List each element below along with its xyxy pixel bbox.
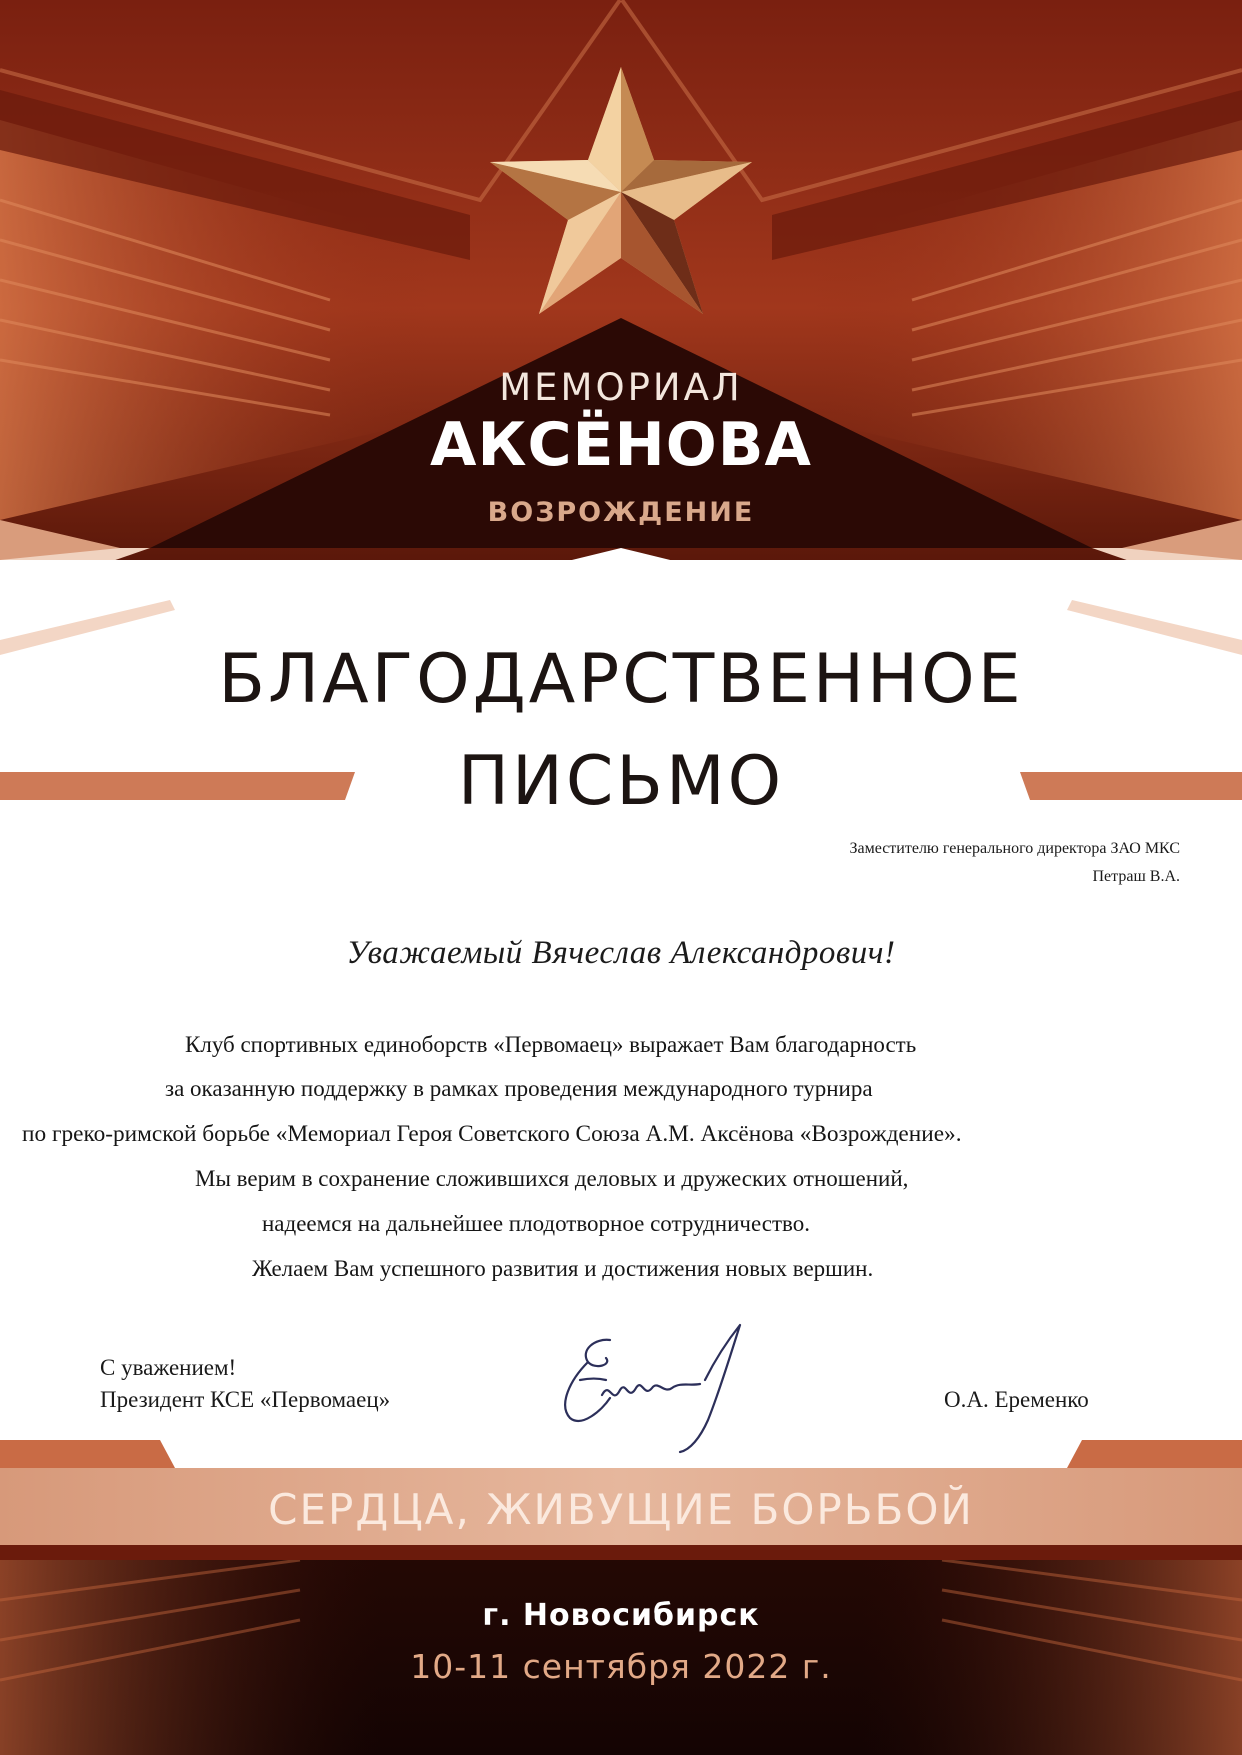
handwritten-signature [540, 1310, 770, 1460]
star-icon [480, 62, 762, 320]
body-line: по греко-римской борьбе «Мемориал Героя Советского Союза А.М. Аксёнова «Возрождение». [22, 1121, 962, 1147]
greeting: Уважаемый Вячеслав Александрович! [346, 935, 896, 971]
signer-title: Президент КСЕ «Первомаец» [100, 1387, 391, 1412]
event-city: г. Новосибирск [482, 1598, 760, 1633]
slogan-banner: СЕРДЦА, ЖИВУЩИЕ БОРЬБОЙ [268, 1485, 974, 1534]
event-kicker: МЕМОРИАЛ [499, 366, 743, 409]
event-name: АКСЁНОВА [430, 410, 812, 480]
recipient-position: Заместителю генерального директора ЗАО МКС [849, 840, 1180, 857]
closing-phrase: С уважением! [100, 1355, 237, 1380]
body-line: надеемся на дальнейшее плодотворное сотрудничество. [262, 1211, 810, 1236]
document-title-line-2: ПИСЬМО [457, 742, 785, 821]
event-dates: 10-11 сентября 2022 г. [410, 1647, 832, 1686]
body-line: Мы верим в сохранение сложившихся деловых и дружеских отношений, [195, 1166, 909, 1191]
body-line: Желаем Вам успешного развития и достижения новых вершин. [252, 1256, 874, 1281]
body-line: Клуб спортивных единоборств «Первомаец» выражает Вам благодарность [185, 1032, 917, 1057]
document-title-line-1: БЛАГОДАРСТВЕННОЕ [218, 640, 1024, 719]
recipient-name: Петраш В.А. [1092, 868, 1180, 885]
body-line: за оказанную поддержку в рамках проведения международного турнира [165, 1076, 873, 1101]
signer-name: О.А. Еременко [944, 1387, 1089, 1412]
event-subtitle: ВОЗРОЖДЕНИЕ [487, 497, 755, 528]
